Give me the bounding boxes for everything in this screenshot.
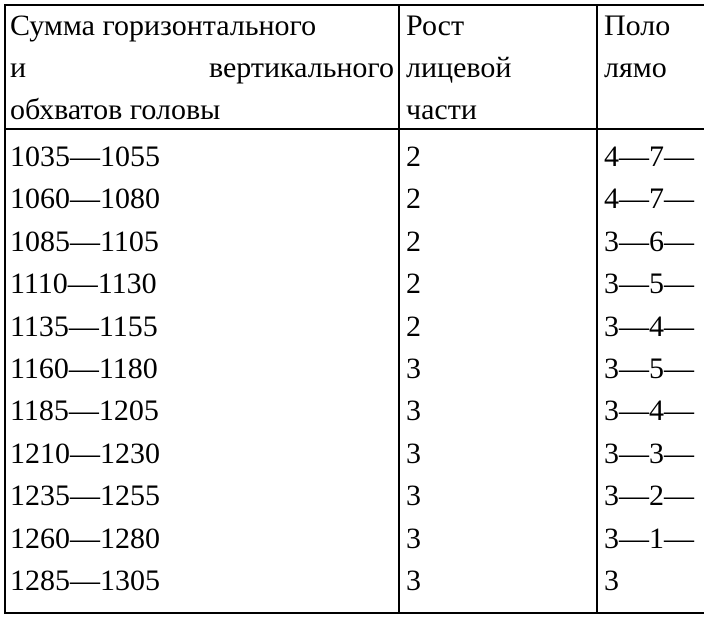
cell-girth-range: 1285—1305 bbox=[10, 564, 160, 597]
cell-strap-position: 4—7— bbox=[604, 140, 694, 173]
cell-strap-position: 3—6— bbox=[604, 224, 694, 258]
cell-strap-position: 4—7— bbox=[604, 182, 694, 216]
header-line: лямо bbox=[604, 51, 667, 84]
cell-face-height: 3 bbox=[406, 352, 421, 385]
header-sum-of-girths bbox=[10, 5, 394, 131]
cell-strap-position: 3—4— bbox=[604, 394, 694, 428]
cell-strap-position: 3—3— bbox=[604, 436, 694, 470]
cell-girth-range: 1035—1055 bbox=[10, 140, 160, 173]
cell-strap-position: 3—1— bbox=[604, 521, 694, 555]
data-table bbox=[4, 4, 704, 614]
cell-strap-position: 3 bbox=[604, 564, 619, 597]
cell-face-height: 2 bbox=[406, 182, 421, 216]
header-line: обхватов головы bbox=[10, 93, 221, 126]
cell-face-height: 3 bbox=[406, 436, 421, 470]
cell-face-height: 2 bbox=[406, 140, 421, 173]
cell-girth-range: 1185—1205 bbox=[10, 394, 159, 428]
cell-girth-range: 1085—1105 bbox=[10, 224, 159, 258]
cell-face-height: 3 bbox=[406, 564, 421, 597]
cell-face-height: 2 bbox=[406, 309, 421, 343]
cell-girth-range: 1060—1080 bbox=[10, 182, 160, 216]
column-divider bbox=[596, 6, 598, 612]
header-word: вертикального bbox=[208, 51, 394, 84]
cell-face-height: 2 bbox=[406, 224, 421, 258]
header-strap-position bbox=[604, 5, 670, 89]
header-line: лицевой bbox=[406, 51, 512, 84]
cell-strap-position: 3—4— bbox=[604, 309, 694, 343]
column-divider bbox=[398, 6, 400, 612]
header-line: Сумма горизонтального bbox=[10, 9, 317, 42]
cell-girth-range: 1260—1280 bbox=[10, 521, 160, 555]
cell-girth-range: 1235—1255 bbox=[10, 479, 160, 513]
header-line bbox=[10, 47, 394, 89]
header-line: части bbox=[406, 93, 477, 126]
cell-strap-position: 3—2— bbox=[604, 479, 694, 513]
cell-face-height: 3 bbox=[406, 521, 421, 555]
cell-girth-range: 1135—1155 bbox=[10, 309, 158, 343]
cell-strap-position: 3—5— bbox=[604, 267, 694, 301]
header-word: и bbox=[10, 51, 27, 84]
header-line: Поло bbox=[604, 9, 671, 42]
cell-face-height: 3 bbox=[406, 394, 421, 428]
header-face-height bbox=[406, 5, 511, 131]
cell-face-height: 2 bbox=[406, 267, 421, 301]
cell-girth-range: 1110—1130 bbox=[10, 267, 157, 301]
cell-girth-range: 1210—1230 bbox=[10, 436, 160, 470]
cell-face-height: 3 bbox=[406, 479, 421, 513]
cell-girth-range: 1160—1180 bbox=[10, 352, 158, 385]
cell-strap-position: 3—5— bbox=[604, 352, 694, 385]
header-line: Рост bbox=[406, 9, 465, 42]
